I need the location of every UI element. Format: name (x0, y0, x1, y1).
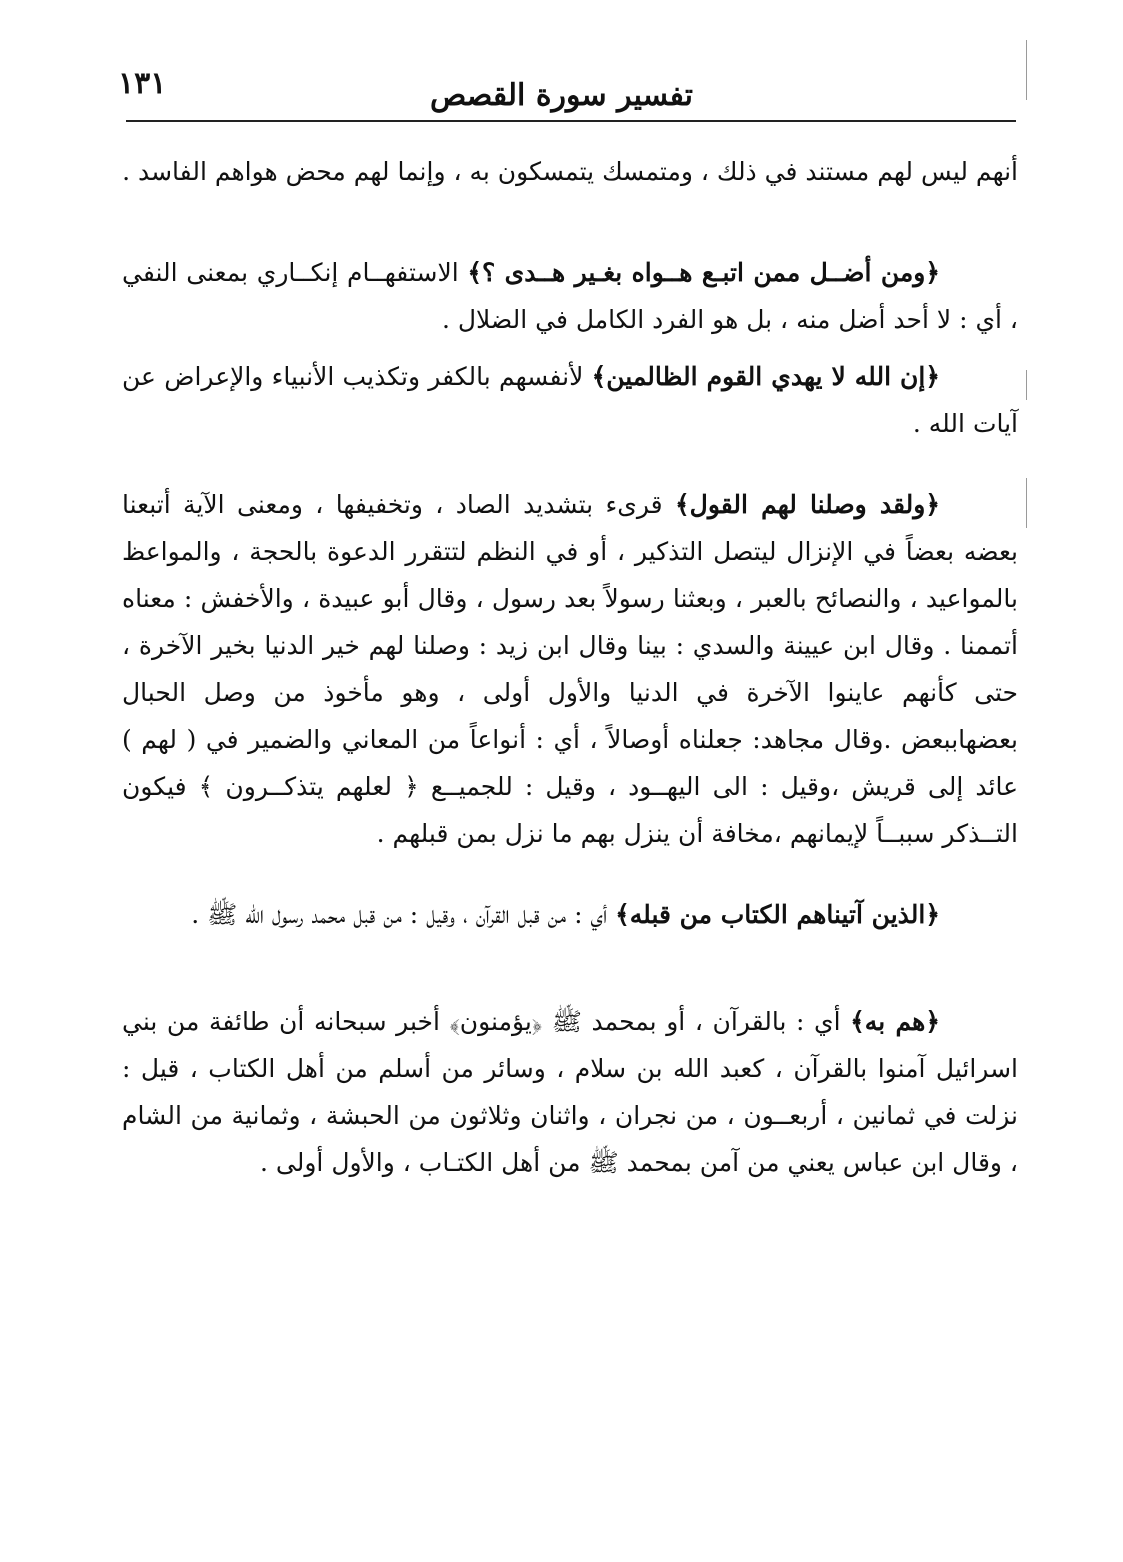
paragraph (122, 249, 1018, 343)
paragraph (122, 481, 1018, 857)
binding-edge-mark (1026, 40, 1027, 100)
quran-verse: ﴿الذين آتيناهم الكتاب من قبله﴾ (615, 900, 940, 929)
paragraph (122, 891, 1018, 938)
paragraph-text: قرىء بتشديد الصاد ، وتخفيفها ، ومعنى الآية أتبعنا بعضه بعضاً في الإنزال ليتصل التذكير ، أو في النظم لتتقرر الدعوة بالحجة ، والمواعظ بالمواعيد ، والنصائح بالعبر ، وبعثنا رسولاً بعد رسول ، وقال أبو عبيدة ، والأخفش : معناه أتممنا . وقال ابن عيينة والسدي : بينا وقال ابن زيد : وصلنا لهم خير الدنيا بخير الآخرة ، حتى كأنهم عاينوا الآخرة في الدنيا والأول أولى ، وهو مأخوذ من وصل الحبال بعضهاببعض .وقال مجاهد: جعلناه أوصالاً ، أي : أنواعاً من المعاني والضمير في ( لهم ) عائد إلى قريش ،وقيل : الى اليهــود ، وقيل : للجميــع ﴿ لعلهم يتذكــرون ﴾ فيكون التــذكر سببــاً لإيمانهم ،مخافة أن ينزل بهم ما نزل بمن قبلهم . (122, 490, 1018, 848)
quran-verse: ﴿ولقد وصلنا لهم القول﴾ (675, 490, 940, 519)
body-text (122, 148, 1018, 1186)
quran-verse: ﴿هم به﴾ (850, 1007, 940, 1036)
paragraph-text: أي : بالقرآن ، أو بمحمد ﷺ ﴿يؤمنون﴾ أخبر سبحانه أن طائفة من بني اسرائيل آمنوا بالقرآن ، كعبد الله بن سلام ، وسائر من أسلم من أهل الكتاب ، قيل : نزلت في ثمانين ، أربعــون ، من نجران ، واثنان وثلاثون من الحبشة ، وثمانية من الشام ، وقال ابن عباس يعني من آمن بمحمد ﷺ من أهل الكتـاب ، والأول أولى . (122, 1007, 1018, 1177)
quran-verse: ﴿إن الله لا يهدي القوم الظالمين﴾ (591, 362, 941, 391)
paragraph-text: الاستفهــام إنكــاري بمعنى النفي ، أي : لا أحد أضل منه ، بل هو الفرد الكامل في الضلال . (122, 258, 1018, 334)
paragraph-text: أنهم ليس لهم مستند في ذلك ، ومتمسك يتمسكون به ، وإنما لهم محض هواهم الفاسد . (122, 157, 1018, 186)
paragraph-continuation (122, 148, 1018, 195)
page-number: ١٣١ (118, 66, 167, 101)
binding-edge-mark (1026, 370, 1027, 400)
binding-edge-mark (1026, 478, 1027, 528)
quran-verse: ﴿ومن أضــل ممن اتبـع هــواه بغـير هــدى ؟﴾ (467, 258, 940, 287)
paragraph (122, 998, 1018, 1186)
header-rule (126, 120, 1016, 122)
paragraph (122, 353, 1018, 447)
running-title: تفسير سورة القصص (429, 78, 694, 113)
paragraph-text: لأنفسهم بالكفر وتكذيب الأنبياء والإعراض عن آيات الله . (122, 362, 1018, 438)
paragraph-text: أي : من قبل القرآن ، وقيل : من قبل محمد رسول الله ﷺ . (191, 900, 616, 929)
